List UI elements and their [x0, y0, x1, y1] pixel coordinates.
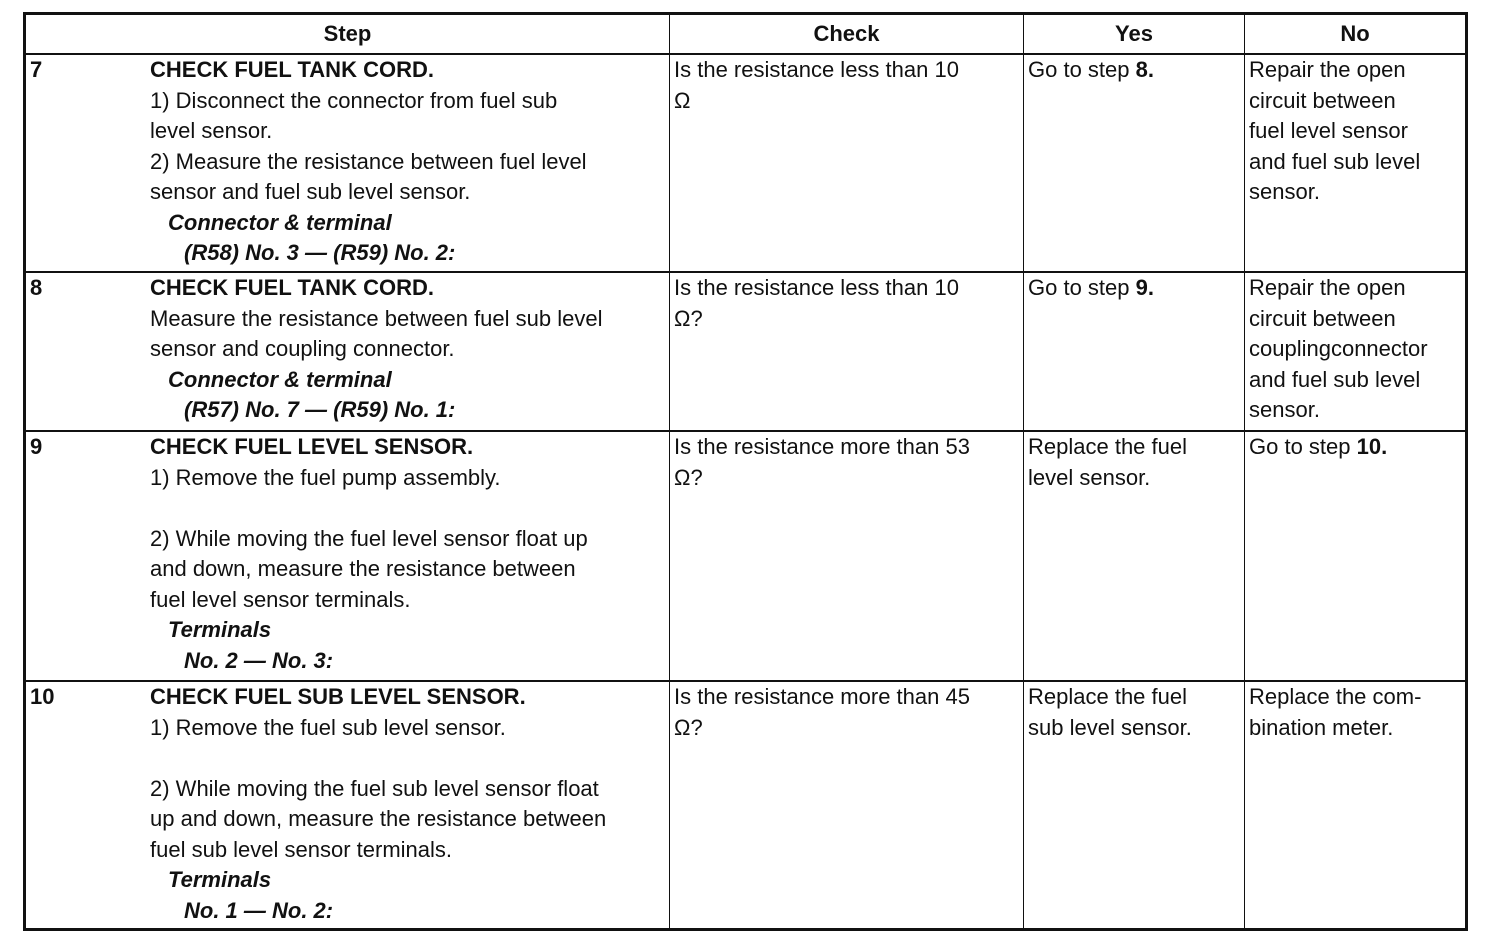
step-number: 7 [30, 57, 43, 82]
no-line: fuel level sensor [1249, 118, 1408, 143]
no-line: bination meter. [1249, 714, 1394, 740]
step-number: 8 [30, 275, 43, 300]
check-line: Ω? [674, 464, 703, 490]
no-cell [1245, 272, 1467, 431]
no-line: couplingconnector [1249, 336, 1428, 361]
yes-cell [1024, 431, 1245, 681]
blank-line [150, 493, 665, 524]
connector-value: (R58) No. 3 — (R59) No. 2: [184, 240, 456, 265]
step-cell [25, 54, 670, 272]
no-line: Repair the open [1249, 57, 1406, 82]
check-line: Is the resistance less than 10 [674, 57, 959, 82]
header-step: Step [25, 14, 670, 55]
connector-label: Connector & terminal [168, 209, 392, 235]
check-line: Ω? [674, 305, 703, 331]
yes-cell [1024, 272, 1245, 431]
check-cell [670, 54, 1024, 272]
step-line: and down, measure the resistance between [150, 556, 576, 581]
check-line: Ω? [674, 714, 703, 740]
no-step-ref: 10. [1356, 434, 1388, 459]
yes-line: level sensor. [1028, 464, 1151, 490]
no-line: and fuel sub level [1249, 148, 1421, 174]
no-cell [1245, 681, 1467, 929]
header-no: No [1245, 14, 1467, 55]
no-cell [1245, 54, 1467, 272]
connector-label: Connector & terminal [168, 366, 392, 392]
header-row [25, 14, 1467, 55]
no-line: sensor. [1249, 179, 1320, 204]
step-line: 1) Remove the fuel sub level sensor. [150, 714, 506, 740]
no-line: circuit between [1249, 87, 1396, 113]
step-title: CHECK FUEL LEVEL SENSOR. [150, 434, 474, 459]
no-line: Repair the open [1249, 275, 1406, 300]
step-line: Measure the resistance between fuel sub level [150, 305, 603, 331]
blank-line [150, 743, 665, 774]
yes-text: Go to step [1028, 275, 1136, 300]
step-title: CHECK FUEL SUB LEVEL SENSOR. [150, 684, 526, 709]
yes-cell [1024, 54, 1245, 272]
yes-step-ref: 9. [1135, 275, 1154, 300]
step-number: 9 [30, 434, 43, 459]
no-line: sensor. [1249, 397, 1320, 422]
yes-step-ref: 8. [1135, 57, 1154, 82]
check-line: Is the resistance more than 53 [674, 434, 970, 459]
yes-line: sub level sensor. [1028, 714, 1192, 740]
terminals-label: Terminals [168, 617, 272, 642]
table-row [25, 681, 1467, 929]
step-line: level sensor. [150, 118, 273, 143]
step-line: sensor and fuel sub level sensor. [150, 179, 471, 204]
check-cell [670, 431, 1024, 681]
connector-value: (R57) No. 7 — (R59) No. 1: [184, 397, 456, 422]
header-yes: Yes [1024, 14, 1245, 55]
no-line: Replace the com- [1249, 684, 1422, 709]
check-cell [670, 681, 1024, 929]
diagnostic-table [23, 12, 1468, 931]
table-row [25, 431, 1467, 681]
step-line: 1) Remove the fuel pump assembly. [150, 464, 501, 490]
step-title: CHECK FUEL TANK CORD. [150, 57, 434, 82]
check-cell [670, 272, 1024, 431]
terminals-label: Terminals [168, 867, 272, 892]
no-line: and fuel sub level [1249, 366, 1421, 392]
step-cell [25, 431, 670, 681]
step-line: 2) While moving the fuel sub level sensor float [150, 775, 599, 801]
step-line: 2) While moving the fuel level sensor float up [150, 525, 588, 551]
table-row [25, 272, 1467, 431]
step-line: sensor and coupling connector. [150, 336, 455, 361]
step-cell [25, 272, 670, 431]
step-line: 2) Measure the resistance between fuel level [150, 148, 587, 174]
terminals-value: No. 2 — No. 3: [184, 647, 334, 673]
table-row [25, 54, 1467, 272]
step-title: CHECK FUEL TANK CORD. [150, 275, 434, 300]
check-line: Is the resistance less than 10 [674, 275, 959, 300]
header-check: Check [670, 14, 1024, 55]
no-line: circuit between [1249, 305, 1396, 331]
yes-cell [1024, 681, 1245, 929]
no-cell [1245, 431, 1467, 681]
step-line: 1) Disconnect the connector from fuel sub [150, 87, 558, 113]
check-line: Is the resistance more than 45 [674, 684, 970, 709]
yes-line: Replace the fuel [1028, 684, 1187, 709]
check-line: Ω [674, 87, 691, 113]
step-line: fuel level sensor terminals. [150, 586, 411, 612]
step-line: up and down, measure the resistance between [150, 806, 607, 831]
step-line: fuel sub level sensor terminals. [150, 836, 453, 862]
yes-line: Replace the fuel [1028, 434, 1187, 459]
step-number: 10 [30, 684, 55, 709]
no-text: Go to step [1249, 434, 1357, 459]
yes-text: Go to step [1028, 57, 1136, 82]
terminals-value: No. 1 — No. 2: [184, 897, 334, 923]
step-cell [25, 681, 670, 929]
